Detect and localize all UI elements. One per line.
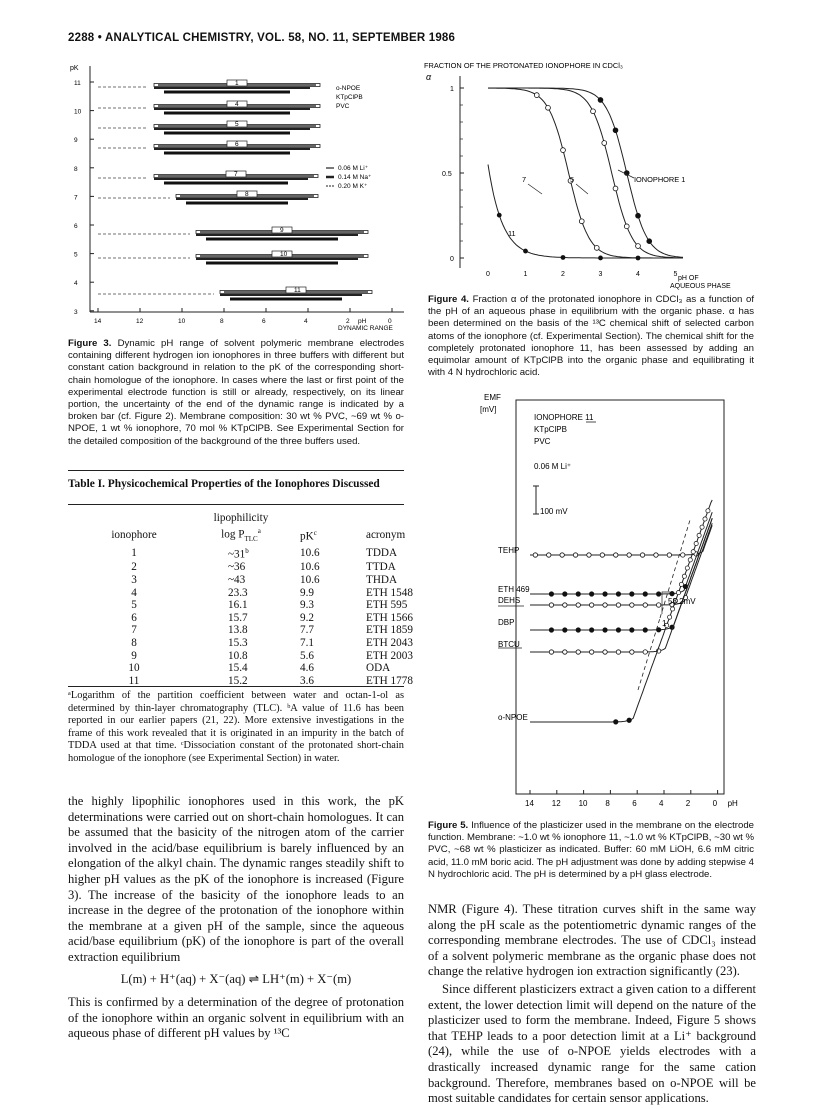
fig5-data-point — [573, 553, 577, 557]
fig5-curve-eth469 — [530, 512, 712, 594]
table-cell-pk: 4.6 — [300, 662, 314, 675]
fig5-data-point — [703, 517, 707, 521]
fig5-curve-label-tehp: TEHP — [498, 546, 520, 555]
fig5-x-tick-label: 12 — [551, 799, 561, 808]
fig5-data-point — [549, 592, 553, 596]
figure-4-caption — [428, 294, 754, 379]
fig5-data-point — [685, 566, 689, 570]
table-cell-ionophore: 1 — [131, 547, 137, 560]
fig5-data-point — [694, 541, 698, 545]
equation: L(m) + H⁺(aq) + X⁻(aq) ⇌ LH⁺(m) + X⁻(m) — [120, 971, 352, 986]
fig5-data-point — [656, 603, 660, 607]
fig3-range-bar-thick — [164, 152, 290, 155]
fig3-bar-label: 10 — [280, 251, 288, 258]
fig5-data-point — [549, 650, 553, 654]
fig5-data-point — [681, 553, 685, 557]
fig5-curve-label-dbp: DBP — [498, 618, 515, 627]
fig5-data-point — [640, 553, 644, 557]
table-cell-ionophore: 4 — [131, 586, 137, 599]
fig5-data-point — [616, 592, 620, 596]
fig4-data-point — [613, 186, 618, 191]
fig4-data-point — [546, 105, 551, 110]
fig3-x-tick-label: 10 — [178, 318, 186, 325]
fig4-x-label-1: pH OF — [678, 275, 699, 282]
fig5-data-point — [603, 650, 607, 654]
fig3-legend-text: o-NPOE — [336, 85, 361, 92]
fig3-y-tick-label: 9 — [74, 137, 78, 145]
fig5-data-point — [697, 533, 701, 537]
table-cell-logp: 13.8 — [228, 624, 248, 637]
fig4-x-tick-label: 5 — [673, 271, 678, 278]
fig4-x-tick-label: 0 — [486, 271, 490, 278]
figure-5-caption — [428, 820, 754, 881]
fig3-legend-text: 0.20 M K⁺ — [338, 183, 368, 190]
fig3-range-bar-thick — [164, 182, 288, 185]
table-row — [96, 637, 450, 650]
fig5-curve-label-eth469: ETH 469 — [498, 585, 530, 594]
fig5-data-point — [616, 628, 620, 632]
fig5-legend — [534, 413, 596, 471]
fig5-data-point — [563, 603, 567, 607]
fig4-data-point — [591, 109, 596, 114]
table-cell-acronym: ETH 1548 — [366, 586, 413, 599]
table-1 — [96, 512, 450, 687]
table-header-pk-sup: c — [313, 528, 317, 537]
fig3-y-tick-label: 10 — [74, 108, 82, 116]
figure-4 — [422, 58, 752, 293]
fig5-data-point — [630, 592, 634, 596]
fig5-curve-tehp — [530, 525, 712, 555]
fig5-data-point — [706, 509, 710, 513]
figure-4-caption-lead: Figure 4. — [428, 294, 469, 305]
table-cell-logp: 23.3 — [228, 586, 248, 599]
fig4-data-point — [602, 141, 607, 146]
fig3-bar-label: 7 — [234, 171, 238, 178]
fig5-x-ticks — [525, 790, 738, 808]
fig3-range-bar-thick — [206, 262, 338, 265]
table-cell-pk: 10.6 — [300, 561, 320, 574]
fig3-range-bar-solid — [154, 128, 310, 130]
table-cell-acronym: ETH 2003 — [366, 649, 413, 662]
fig5-data-point — [670, 591, 674, 595]
fig3-y-ticks — [74, 80, 94, 316]
fig4-x-tick-label: 4 — [636, 271, 640, 278]
fig5-x-tick-label: 4 — [659, 799, 664, 808]
fig3-y-tick-label: 7 — [74, 194, 78, 202]
fig5-data-point — [563, 650, 567, 654]
fig5-x-tick-label: 14 — [525, 799, 534, 808]
table-cell-ionophore: 11 — [128, 674, 140, 687]
fig5-data-point — [560, 553, 564, 557]
fig4-curve-label-7: 7 — [522, 175, 527, 184]
fig5-curves — [530, 500, 712, 724]
table-row — [96, 587, 450, 600]
fig3-range-bar-solid — [176, 198, 308, 200]
fig3-range-bar-solid — [154, 108, 310, 110]
figure-3-caption — [68, 338, 404, 448]
fig5-data-point — [630, 603, 634, 607]
fig5-data-point — [643, 628, 647, 632]
fig5-data-point — [667, 553, 671, 557]
fig4-data-point — [594, 246, 599, 251]
fig5-data-point — [656, 592, 660, 596]
fig4-y-symbol: α — [426, 72, 432, 82]
table-1-rule-bottom — [68, 686, 404, 687]
table-cell-acronym: THDA — [366, 574, 398, 587]
table-1-rule-top — [68, 470, 404, 471]
fig5-data-point — [691, 550, 695, 554]
fig3-range-bar-solid — [154, 148, 310, 150]
fig4-data-point — [647, 239, 652, 244]
table-cell-ionophore: 6 — [131, 611, 137, 624]
fig4-title: FRACTION OF THE PROTONATED IONOPHORE IN CDCl₃ — [424, 61, 623, 70]
figure-3-caption-text: Dynamic pH range of solvent polymeric membrane electrodes containing different hydrogen ion ionophores in three buffers with different but constant cation background in relation to the pK of the corresponding short-chain homologue of the ionophore. In cases where the last or first point of the experimental electrode function is still or already, respectively, on its linear portion, the uncertainty of the end of the dynamic range is indicated by a broken bar (cf. Figure 2). Membrane composition: 30 wt % PVC, ~69 wt % o-NPOE, 1 wt % ionophore, 70 mol % KTpClPB. See Experimental Section for the detailed composition of the background of the three buffers used. — [68, 338, 405, 447]
right-column-body — [428, 902, 756, 1109]
fig3-x-label-1: pH — [358, 318, 367, 325]
table-cell-logp: 10.8 — [228, 649, 248, 662]
figure-4-caption-text: Fraction α of the protonated ionophore in CDCl₃ as a function of the pH of an aqueous phase in equilibrium with the organic phase. α has been determined on the basis of the ¹³C chemical shift of selected carbon atoms of the ionophore (cf. Experimental Section). The chemical shift for the completely protonated ionophore 11, has been assessed by adding an equimolar amount of KTpClPB into the organic phase and equilibrating it with 4 N hydrochloric acid. — [428, 294, 754, 379]
table-cell-ionophore: 5 — [131, 599, 137, 612]
fig5-data-point — [630, 628, 634, 632]
figure-5-caption-lead: Figure 5. — [428, 820, 469, 831]
fig5-data-point — [589, 650, 593, 654]
fig5-x-tick-label: 0 — [712, 799, 718, 808]
fig4-curve-label-5: 5 — [570, 175, 575, 184]
table-cell-logp: 16.1 — [228, 599, 248, 612]
fig3-range-bar-solid — [154, 87, 310, 89]
fig5-x-tick-label: 2 — [685, 799, 691, 808]
fig5-data-point — [589, 592, 593, 596]
fig5-legend-text: PVC — [534, 437, 551, 446]
fig3-y-label: pK — [70, 65, 79, 72]
table-cell-pk: 5.6 — [300, 649, 314, 662]
table-row — [96, 545, 450, 561]
fig5-legend-text: KTpClPB — [534, 425, 567, 434]
fig4-x-tick-label: 2 — [561, 271, 565, 278]
fig4-x-label-2: AQUEOUS PHASE — [670, 283, 731, 290]
table-row — [96, 662, 450, 675]
table-cell-acronym: TDDA — [366, 547, 398, 560]
fig5-data-point — [670, 607, 674, 611]
fig5-data-point — [700, 525, 704, 529]
fig3-legend-text: 0.06 M Li⁺ — [338, 165, 369, 172]
fig3-legend-1 — [336, 85, 363, 110]
fig5-data-point — [587, 553, 591, 557]
fig3-x-tick-label: 4 — [304, 318, 308, 325]
fig5-legend-text: 0.06 M Li⁺ — [534, 462, 572, 471]
paragraph: NMR (Figure 4). These titration curves shift in the same way along the pH scale as the potentiometric dynamic ranges of the corresponding membrane electrodes. The use of CDCl₃ instead of a solvent polymeric membrane as the organic phase does not change the relative hydrogen ion extraction significantly (23). — [428, 902, 756, 979]
fig5-data-point — [614, 720, 618, 724]
fig5-slope-denominator: 1 — [662, 619, 667, 628]
fig4-data-point — [613, 128, 618, 133]
table-cell-pk: 7.7 — [300, 624, 314, 637]
fig3-bar-label: 8 — [245, 191, 249, 198]
fig4-y-ticks — [442, 86, 464, 263]
fig5-curve-labels — [498, 546, 530, 722]
figure-3-caption-lead: Figure 3. — [68, 338, 112, 349]
table-cell-acronym: ETH 1778 — [366, 674, 413, 687]
table-cell-logp: 15.2 — [228, 674, 248, 687]
table-cell-ionophore: 9 — [131, 649, 137, 662]
fig5-data-point — [576, 650, 580, 654]
table-1-footnote: ᵃLogarithm of the partition coefficient between water and octan-1-ol as determined by thin-layer chromatography (TLC). ᵇA value of 11.6 has been reported in our earlier papers (21, 22). More extensive investigations in the frame of this work revealed that it is originated in an impurity in the batch of TDDA used at that time. ᶜDissociation constant of the protonated short-chain homologue of the ionophore (see Experimental Section) in water. — [68, 690, 404, 764]
fig3-range-bar-thick — [186, 202, 288, 205]
table-row — [96, 574, 450, 587]
fig5-data-point — [547, 553, 551, 557]
fig5-data-point — [688, 558, 692, 562]
table-row — [96, 612, 450, 625]
fig3-range-bar-thick — [230, 298, 342, 301]
fig5-x-tick-label: 6 — [632, 799, 637, 808]
fig4-y-tick-label: 0 — [450, 256, 454, 263]
fig4-curve-label-1: IONOPHORE 1 — [634, 175, 686, 184]
paragraph: the highly lipophilic ionophores used in this work, the pK determinations were carried out on short-chain homologues. It can be assumed that the basicity of the nitrogen atom of the carrier involved in the acid/base equilibrium is barely influenced by an elongation of the alkyl chain. The dynamic ranges steadily shift to higher pH values as the pK of the ionophore is increased (Figure 3). The increase of the basicity of the ionophore leads to an increase in the degree of the protonation of the ionophore within the membrane at a given pH of the sample, since the aqueous acid/base equilibrium (pK) of the ionophore is part of the overall extraction equilibrium — [68, 794, 404, 964]
table-cell-acronym: ETH 595 — [366, 599, 408, 612]
fig5-data-point — [589, 628, 593, 632]
fig4-data-point — [624, 224, 629, 229]
table-header-logp-sub: TLC — [244, 534, 258, 543]
fig3-x-tick-label: 8 — [220, 318, 224, 325]
table-row — [96, 624, 450, 637]
table-cell-pk: 9.2 — [300, 611, 314, 624]
table-row — [96, 650, 450, 663]
table-cell-acronym: ETH 1859 — [366, 624, 413, 637]
fig4-data-point — [598, 98, 603, 103]
table-cell-ionophore: 2 — [131, 561, 137, 574]
figure-5-caption-text: Influence of the plasticizer used in the membrane on the electrode function. Membrane: ~1.0 wt % ionophore 11, ~1.0 wt % KTpClPB, ~30 wt % PVC, ~68 wt % plasticizer as indicated. Buffer: 60 mM LiOH, 6.6 mM citric acid, 11.0 mM boric acid. The pH adjustment was done by adding stepwise 4 N hydrochloric acid. The pH is determined by a pH glass electrode. — [428, 820, 754, 880]
fig3-x-tick-label: 6 — [262, 318, 266, 325]
fig3-range-bar-thick — [206, 238, 338, 241]
fig5-data-point — [643, 603, 647, 607]
fig4-data-point — [636, 256, 641, 261]
table-1-rule-head — [68, 504, 404, 505]
paragraph: Since different plasticizers extract a given cation to a different extent, the lower detection limit will depend on the nature of the plasticizer used to form the membrane. Indeed, Figure 5 shows that TEHP leads to a poor detection limit at a Li⁺ background (24), while the use of o-NPOE yields electrodes with a drastically increased dynamic range for the same cation background. Therefore, membranes based on o-NPOE will be most suitable candidates for certain sensor applications. — [428, 981, 756, 1106]
fig3-y-tick-label: 3 — [74, 308, 78, 316]
fig5-x-tick-label: 10 — [578, 799, 588, 808]
fig4-data-point — [497, 213, 502, 218]
fig3-range-bar-thick — [164, 91, 290, 94]
table-header-logp-sup: a — [257, 526, 261, 535]
fig5-scale-bar-label: 100 mV — [540, 507, 568, 516]
fig5-data-point — [603, 603, 607, 607]
fig4-data-point — [534, 93, 539, 98]
fig3-legend-2 — [326, 165, 372, 190]
table-header-acronym: acronym — [366, 528, 406, 541]
table-row — [96, 561, 450, 574]
table-cell-pk: 9.9 — [300, 586, 314, 599]
table-cell-logp: ~36 — [228, 561, 246, 574]
fig5-scale-bar — [533, 486, 568, 516]
fig5-data-point — [643, 650, 647, 654]
fig3-bar-label: 1 — [235, 80, 239, 87]
fig5-data-point — [589, 603, 593, 607]
fig5-data-point — [533, 553, 537, 557]
fig5-data-point — [549, 628, 553, 632]
table-1-title: Table I. Physicochemical Properties of the Ionophores Discussed — [68, 478, 380, 490]
table-cell-logp: ~43 — [228, 574, 246, 587]
fig3-bar-label: 4 — [235, 101, 239, 108]
fig5-data-point — [616, 603, 620, 607]
fig4-curve-labels — [508, 170, 685, 238]
fig3-x-ticks — [94, 308, 392, 325]
table-cell-acronym: ETH 2043 — [366, 637, 413, 650]
fig5-data-point — [654, 553, 658, 557]
table-cell-ionophore: 10 — [128, 662, 140, 675]
fig3-bar-label: 9 — [280, 227, 284, 234]
fig4-y-tick-label: 1 — [450, 86, 454, 93]
fig3-range-bar-solid — [220, 294, 362, 296]
fig3-x-tick-label: 2 — [346, 318, 350, 325]
table-header-ionophore: ionophore — [111, 528, 157, 541]
fig5-data-point — [627, 718, 631, 722]
table-cell-pk: 9.3 — [300, 599, 314, 612]
fig5-data-point — [603, 592, 607, 596]
table-header-logp: log P — [221, 528, 245, 541]
fig5-y-label-1: EMF — [484, 393, 501, 402]
fig3-range-bar-solid — [196, 258, 358, 260]
fig3-range-bar-solid — [154, 178, 308, 180]
table-cell-logp: 15.3 — [228, 637, 248, 650]
fig5-data-point — [576, 603, 580, 607]
fig4-x-ticks — [486, 271, 678, 278]
fig5-x-tick-label: 8 — [605, 799, 610, 808]
table-cell-ionophore: 8 — [131, 637, 137, 650]
table-cell-pk: 10.6 — [300, 574, 320, 587]
fig4-data-point — [636, 244, 641, 249]
fig3-y-tick-label: 4 — [74, 280, 78, 288]
figure-5 — [472, 390, 752, 816]
fig4-curve-label-11: 11 — [508, 229, 516, 238]
fig5-data-point — [614, 553, 618, 557]
table-cell-pk: 7.1 — [300, 637, 314, 650]
fig5-x-label: pH — [727, 799, 738, 808]
fig5-data-point — [576, 592, 580, 596]
fig5-data-point — [679, 582, 683, 586]
running-header: 2288 • ANALYTICAL CHEMISTRY, VOL. 58, NO. 11, SEPTEMBER 1986 — [68, 32, 456, 44]
fig4-data-point — [579, 219, 584, 224]
fig3-range-bar-thick — [164, 132, 290, 135]
fig3-y-tick-label: 6 — [74, 223, 78, 230]
fig3-range-bar-thick — [164, 112, 290, 115]
fig3-y-tick-label: 5 — [74, 251, 78, 259]
table-cell-logp: 15.4 — [228, 662, 248, 675]
table-cell-pk: 3.6 — [300, 674, 314, 687]
fig5-data-point — [600, 553, 604, 557]
fig5-data-point — [603, 628, 607, 632]
left-column-body — [68, 794, 404, 1044]
table-header-pk: pK — [300, 530, 314, 543]
paragraph: This is confirmed by a determination of the degree of protonation of the ionophore within an organic solvent in equilibrium with an aqueous phase of different pH values by ¹³C — [68, 995, 404, 1041]
fig5-data-point — [576, 628, 580, 632]
fig5-slope-label: 58.2mV — [668, 597, 696, 606]
table-cell-ionophore: 7 — [131, 624, 137, 637]
fig5-legend-text: IONOPHORE 11 — [534, 413, 594, 422]
table-cell-acronym: TTDA — [366, 561, 396, 574]
fig5-data-point — [668, 615, 672, 619]
table-cell-logp: 15.7 — [228, 611, 248, 624]
fig4-data-point — [598, 256, 603, 261]
fig3-x-tick-label: 0 — [388, 318, 392, 325]
fig3-bar-label: 5 — [235, 121, 239, 128]
fig5-curve-onpoe — [530, 500, 712, 722]
fig5-data-point — [630, 650, 634, 654]
fig4-data-point — [561, 148, 566, 153]
fig4-data-point — [561, 255, 566, 260]
fig5-data-point — [682, 574, 686, 578]
table-cell-acronym: ODA — [366, 662, 391, 675]
fig3-y-tick-label: 11 — [74, 80, 81, 87]
fig4-y-tick-label: 0.5 — [442, 171, 452, 178]
fig5-data-point — [616, 650, 620, 654]
fig3-bar-label: 6 — [235, 141, 239, 148]
fig3-x-label-2: DYNAMIC RANGE — [338, 325, 393, 330]
table-cell-logp: ~31$^b$ — [228, 547, 249, 561]
table-cell-ionophore: 3 — [131, 574, 137, 587]
fig3-y-tick-label: 8 — [74, 165, 78, 173]
table-row — [96, 599, 450, 612]
fig3-x-tick-label: 14 — [94, 318, 102, 325]
fig5-data-point — [627, 553, 631, 557]
fig3-bars — [98, 80, 372, 301]
fig3-legend-text: 0.14 M Na⁺ — [338, 174, 372, 181]
fig3-bar-label: 11 — [294, 287, 301, 294]
fig4-x-tick-label: 1 — [523, 271, 528, 278]
table-cell-pk: 10.6 — [300, 547, 320, 560]
table-header-lipophilicity: lipophilicity — [213, 512, 269, 524]
fig4-curve-5 — [488, 88, 686, 258]
fig3-range-bar-solid — [196, 234, 358, 236]
fig5-curve-label-btcu: BTCU — [498, 640, 520, 649]
fig3-legend-text: PVC — [336, 103, 350, 110]
fig5-data-point — [676, 590, 680, 594]
fig5-y-label-2: [mV] — [480, 405, 497, 414]
fig4-x-tick-label: 3 — [598, 271, 603, 278]
fig5-data-point — [563, 628, 567, 632]
fig5-curve-label-dehs: DEHS — [498, 596, 521, 605]
fig4-curve-7 — [488, 88, 686, 258]
fig5-curve-label-onpoe: o-NPOE — [498, 713, 528, 722]
fig3-legend-text: KTpClPB — [336, 94, 363, 101]
fig5-data-point — [563, 592, 567, 596]
fig3-x-tick-label: 12 — [136, 318, 144, 325]
figure-3 — [68, 60, 408, 330]
fig5-data-point — [549, 603, 553, 607]
fig5-data-point — [643, 592, 647, 596]
fig4-data-point — [523, 249, 528, 254]
table-cell-acronym: ETH 1566 — [366, 611, 413, 624]
fig4-data-point — [636, 213, 641, 218]
